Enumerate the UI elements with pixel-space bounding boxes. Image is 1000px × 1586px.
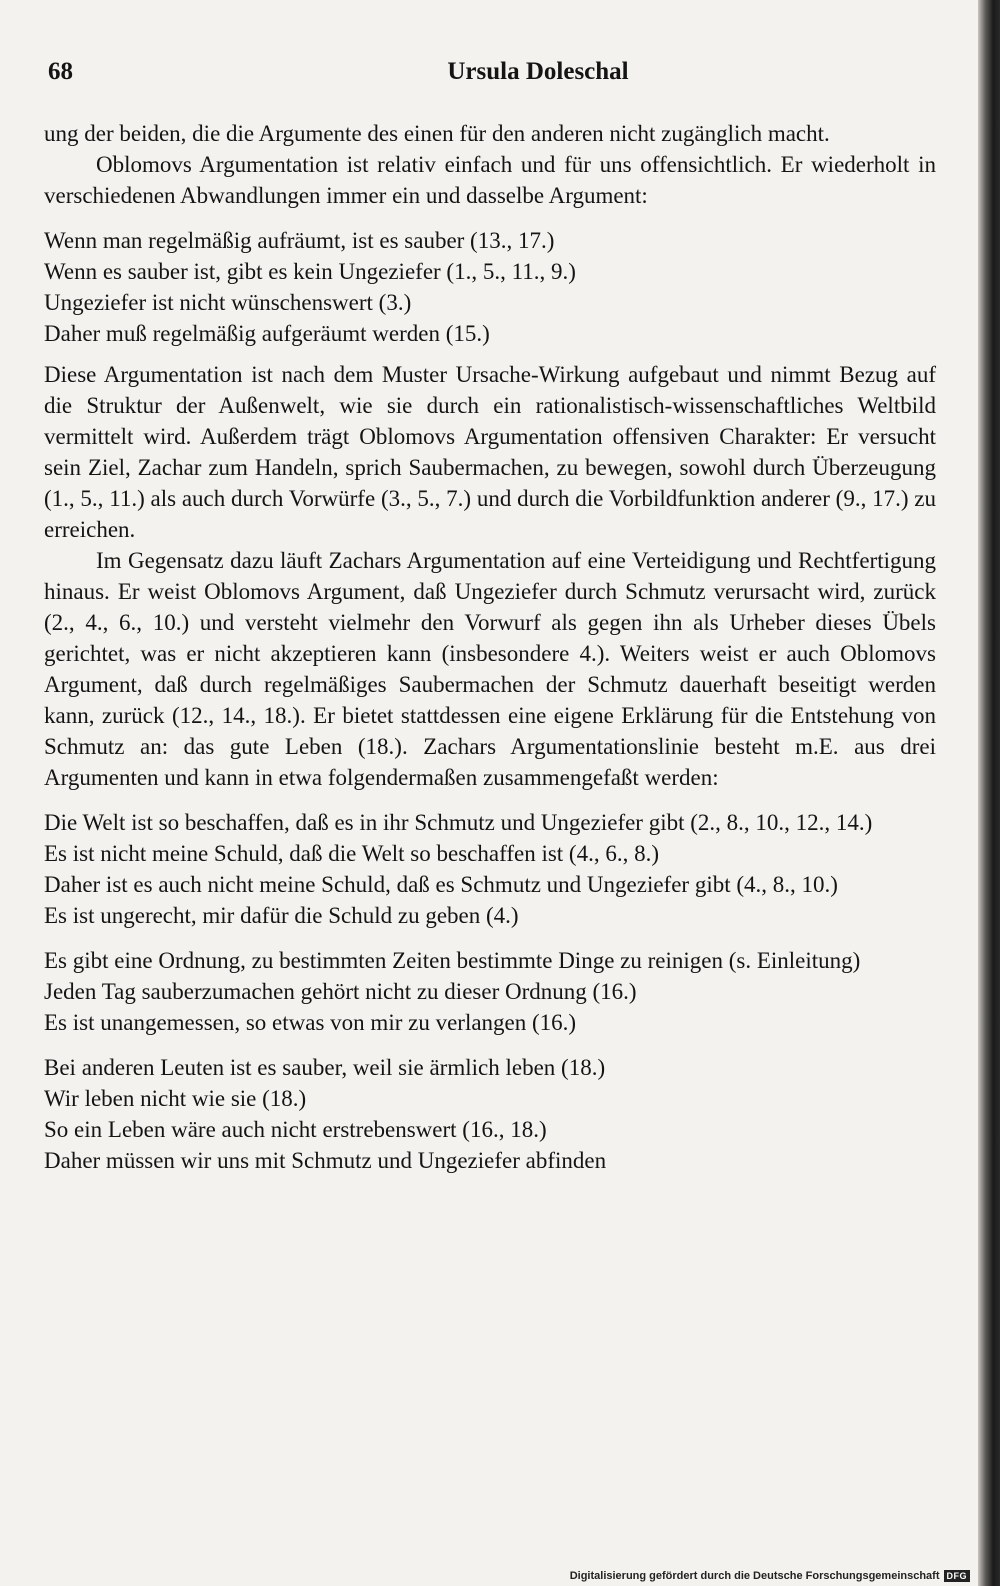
argument-line: Jeden Tag sauberzumachen gehört nicht zu dieser Ordnung (16.) xyxy=(44,979,637,1004)
argument-line: Daher ist es auch nicht meine Schuld, daß es Schmutz und Ungeziefer gibt (4., 8., 10.) xyxy=(44,872,838,897)
paragraph: Im Gegensatz dazu läuft Zachars Argumentation auf eine Verteidigung und Rechtfertigung hinaus. Er weist Oblomovs Argument, daß Ungeziefer durch Schmutz verursacht wird, zurück (2., 4., 6., 10.) und versteht vielmehr den Vorwurf als gegen ihn als Urheber dieses Übels gerichtet, was er nicht akzeptieren kann (insbesondere 4.). Weiters weist er auch Oblomovs Argument, daß durch regelmäßiges Saubermachen der Schmutz dauerhaft beseitigt werden kann, zurück (12., 14., 18.). Er bietet stattdessen eine eigene Erklärung für die Entstehung von Schmutz an: das gute Leben (18.). Zachars Argumentationslinie besteht m.E. aus drei Argumenten und kann in etwa folgendermaßen zusammengefaßt werden: xyxy=(44,548,936,790)
argument-line: Ungeziefer ist nicht wünschenswert (3.) xyxy=(44,290,412,315)
argument-line: Wir leben nicht wie sie (18.) xyxy=(44,1086,307,1111)
argument-line: Daher müssen wir uns mit Schmutz und Ungeziefer abfinden xyxy=(44,1148,607,1173)
page-number: 68 xyxy=(48,58,73,85)
credit-text: Digitalisierung gefördert durch die Deutsche Forschungsgemeinschaft xyxy=(569,1570,940,1582)
argument-line: Wenn es sauber ist, gibt es kein Ungeziefer (1., 5., 11., 9.) xyxy=(44,259,576,284)
argument-line: So ein Leben wäre auch nicht erstrebenswert (16., 18.) xyxy=(44,1117,547,1142)
zachar-argument-list-2 xyxy=(44,945,936,1038)
argument-line: Es ist unangemessen, so etwas von mir zu verlangen (16.) xyxy=(44,1010,577,1035)
digitization-credit xyxy=(570,1570,970,1582)
zachar-argument-list-1 xyxy=(44,807,936,931)
argument-line: Daher muß regelmäßig aufgeräumt werden (15.) xyxy=(44,321,490,346)
argument-line: Es ist nicht meine Schuld, daß die Welt so beschaffen ist (4., 6., 8.) xyxy=(44,841,659,866)
argument-line: Wenn man regelmäßig aufräumt, ist es sauber (13., 17.) xyxy=(44,228,555,253)
oblomov-argument-list xyxy=(44,225,936,349)
page-header xyxy=(48,58,938,98)
paragraph: Oblomovs Argumentation ist relativ einfach und für uns offensichtlich. Er wiederholt in verschiedenen Abwandlungen immer ein und dasselbe Argument: xyxy=(44,152,936,208)
argument-line: Die Welt ist so beschaffen, daß es in ihr Schmutz und Ungeziefer gibt (2., 8., 10., 12., 14.) xyxy=(44,810,873,835)
paragraph: Diese Argumentation ist nach dem Muster Ursache-Wirkung aufgebaut und nimmt Bezug auf die Struktur der Außenwelt, wie sie durch ein rationalistisch-wissenschaftliches Weltbild vermittelt wird. Außerdem trägt Oblomovs Argumentation offensiven Charakter: Er versucht sein Ziel, Zachar zum Handeln, sprich Saubermachen, zu bewegen, sowohl durch Überzeugung (1., 5., 11.) als auch durch Vorwürfe (3., 5., 7.) und durch die Vorbildfunktion anderer (9., 17.) zu erreichen. xyxy=(44,362,936,542)
body-text xyxy=(44,118,936,1186)
argument-line: Es gibt eine Ordnung, zu bestimmten Zeiten bestimmte Dinge zu reinigen (s. Einleitung) xyxy=(44,948,861,973)
paragraph: ung der beiden, die die Argumente des einen für den anderen nicht zugänglich macht. xyxy=(44,121,830,146)
dfg-logo: DFG xyxy=(944,1570,971,1582)
running-head: Ursula Doleschal xyxy=(447,58,629,85)
book-spine-shadow xyxy=(978,0,1000,1586)
zachar-argument-list-3 xyxy=(44,1052,936,1176)
argument-line: Es ist ungerecht, mir dafür die Schuld zu geben (4.) xyxy=(44,903,519,928)
argument-line: Bei anderen Leuten ist es sauber, weil sie ärmlich leben (18.) xyxy=(44,1055,606,1080)
